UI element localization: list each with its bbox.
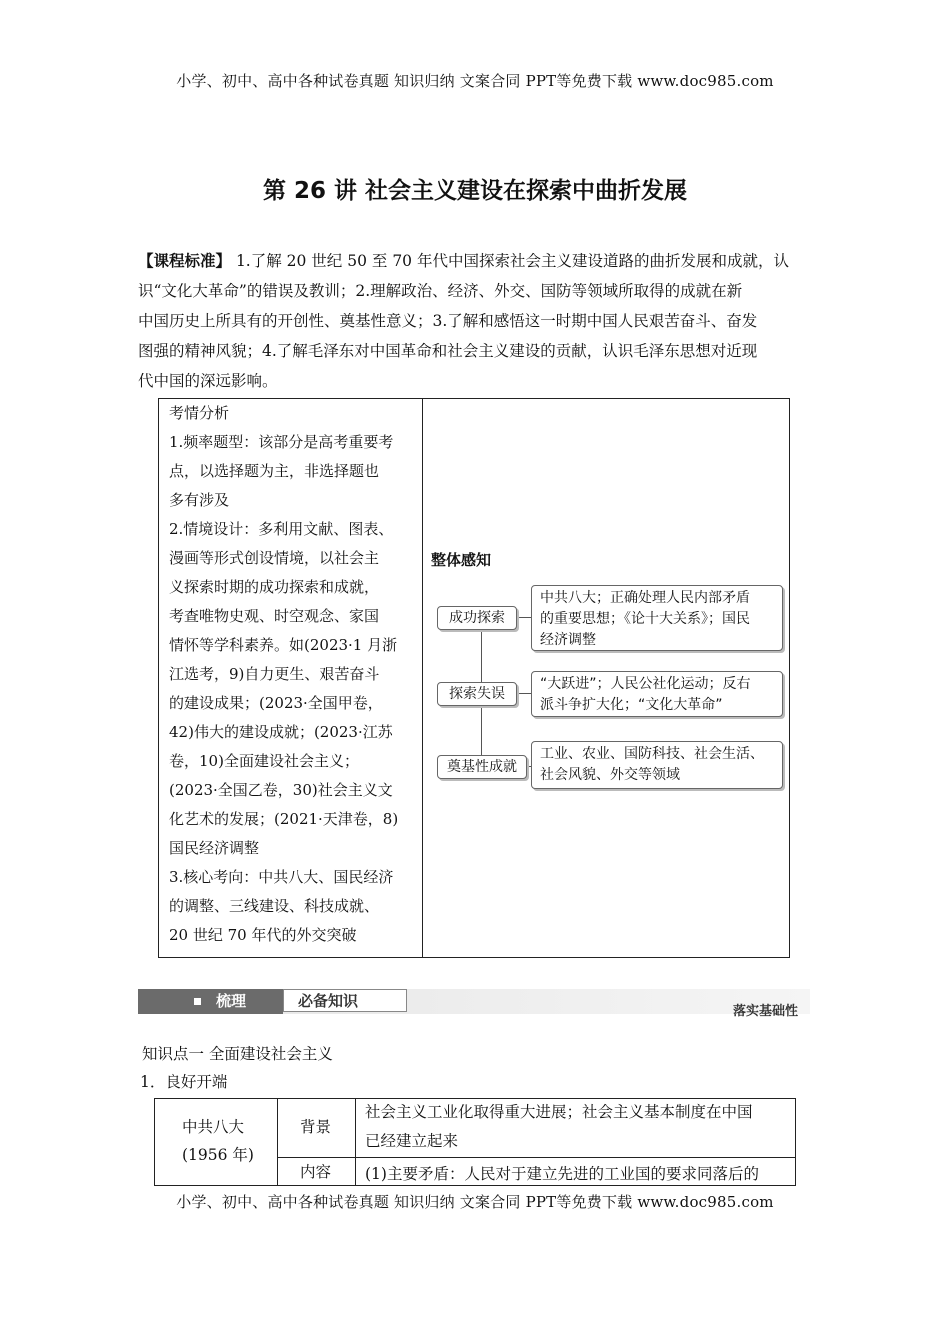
- description-line: 经济调整: [540, 632, 596, 648]
- table-row-label-content: 内容: [300, 1163, 332, 1181]
- table-cell-content: (1)主要矛盾：人民对于建立先进的工业国的要求同落后的: [365, 1165, 759, 1183]
- table-row-label-background: 背景: [300, 1118, 332, 1136]
- analysis-line: 情怀等学科素养。如(2023·1 月浙: [169, 636, 398, 654]
- course-standard: [138, 246, 813, 396]
- banner-dark-label: 梳理: [216, 992, 247, 1010]
- course-standard-line: 中国历史上所具有的开创性、奠基性意义；3.了解和感悟这一时期中国人民艰苦奋斗、奋发: [138, 312, 758, 330]
- page-header: 小学、初中、高中各种试卷真题 知识归纳 文案合同 PPT等免费下载 www.doc985.com: [176, 72, 774, 90]
- description-box-success: [531, 585, 783, 651]
- analysis-line: 江选考，9)自力更生、艰苦奋斗: [169, 665, 380, 683]
- analysis-line: 国民经济调整: [169, 839, 260, 857]
- analysis-line: 42)伟大的建设成就；(2023·江苏: [169, 723, 393, 741]
- table-grid-line: [277, 1099, 278, 1185]
- description-line: 社会风貌、外交等领域: [540, 767, 680, 783]
- analysis-line: 1.频率题型：该部分是高考重要考: [169, 433, 394, 451]
- description-line: 的重要思想；《论十大关系》；国民: [540, 611, 750, 627]
- table-cell-background: 已经建立起来: [365, 1132, 459, 1150]
- analysis-line: 卷，10)全面建设社会主义；: [169, 752, 359, 770]
- page-title: 第 26 讲 社会主义建设在探索中曲折发展: [262, 178, 688, 204]
- analysis-line: 3.核心考向：中共八大、国民经济: [169, 868, 394, 886]
- table-grid-line: [355, 1099, 356, 1185]
- analysis-line: (2023·全国乙卷，30)社会主义文: [169, 781, 393, 799]
- analysis-line: 考查唯物史观、时空观念、家国: [169, 607, 380, 625]
- course-standard-line: 代中国的深远影响。: [138, 372, 278, 390]
- banner-white-label: 必备知识: [298, 992, 359, 1010]
- description-line: 工业、农业、国防科技、社会生活、: [540, 746, 764, 762]
- exam-analysis-column: [169, 399, 419, 950]
- analysis-line: 的建设成果；(2023·全国甲卷，: [169, 694, 383, 712]
- table-grid-line: [277, 1157, 796, 1158]
- analysis-line: 点，以选择题为主，非选择题也: [169, 462, 380, 480]
- table-cell-background: 社会主义工业化取得重大进展；社会主义基本制度在中国: [365, 1103, 753, 1121]
- table-event-name: 中共八大: [182, 1118, 245, 1136]
- category-box-foundations: 奠基性成就: [437, 755, 527, 779]
- analysis-line: 的调整、三线建设、科技成就、: [169, 897, 380, 915]
- exam-analysis-heading: 考情分析: [169, 404, 230, 422]
- course-standard-line: 识“文化大革命”的错误及教训；2.理解政治、经济、外交、国防等领域所取得的成就在新: [138, 282, 743, 300]
- analysis-line: 义探索时期的成功探索和成就，: [169, 578, 380, 596]
- description-box-mistakes: [531, 671, 783, 717]
- description-line: “大跃进”；人民公社化运动；反右: [540, 676, 751, 692]
- description-box-foundations: [531, 741, 783, 789]
- table-event-year: (1956 年): [182, 1146, 254, 1164]
- category-box-success: 成功探索: [437, 606, 517, 630]
- page-footer: 小学、初中、高中各种试卷真题 知识归纳 文案合同 PPT等免费下载 www.doc985.com: [176, 1193, 774, 1211]
- course-standard-label: 【课程标准】: [138, 252, 232, 270]
- course-standard-line: 图强的精神风貌；4.了解毛泽东对中国革命和社会主义建设的贡献，认识毛泽东思想对近现: [138, 342, 758, 360]
- overview-label: 整体感知: [431, 551, 492, 569]
- analysis-line: 多有涉及: [169, 491, 230, 509]
- diagram-connector: [515, 693, 531, 694]
- square-bullet-icon: [194, 998, 201, 1005]
- analysis-line: 漫画等形式创设情境，以社会主: [169, 549, 380, 567]
- description-line: 派斗争扩大化；“文化大革命”: [540, 697, 723, 713]
- banner-dark-block: [138, 989, 283, 1014]
- knowledge-table: [154, 1098, 796, 1186]
- banner-right-label: 落实基础性: [732, 1004, 798, 1019]
- description-line: 中共八大；正确处理人民内部矛盾: [540, 590, 750, 606]
- category-box-mistakes: 探索失误: [437, 682, 517, 706]
- course-standard-line: 1.了解 20 世纪 50 至 70 年代中国探索社会主义建设道路的曲折发展和成就，认: [231, 252, 789, 270]
- table-divider: [422, 399, 423, 957]
- subsection-title: 1．良好开端: [140, 1073, 228, 1091]
- analysis-line: 20 世纪 70 年代的外交突破: [169, 926, 357, 944]
- analysis-line: 化艺术的发展；(2021·天津卷，8): [169, 810, 399, 828]
- exam-analysis-table: [158, 398, 790, 958]
- analysis-line: 2.情境设计：多利用文献、图表、: [169, 520, 394, 538]
- knowledge-point-title: 知识点一 全面建设社会主义: [142, 1045, 333, 1063]
- section-banner: [138, 989, 810, 1019]
- diagram-connector: [515, 617, 531, 618]
